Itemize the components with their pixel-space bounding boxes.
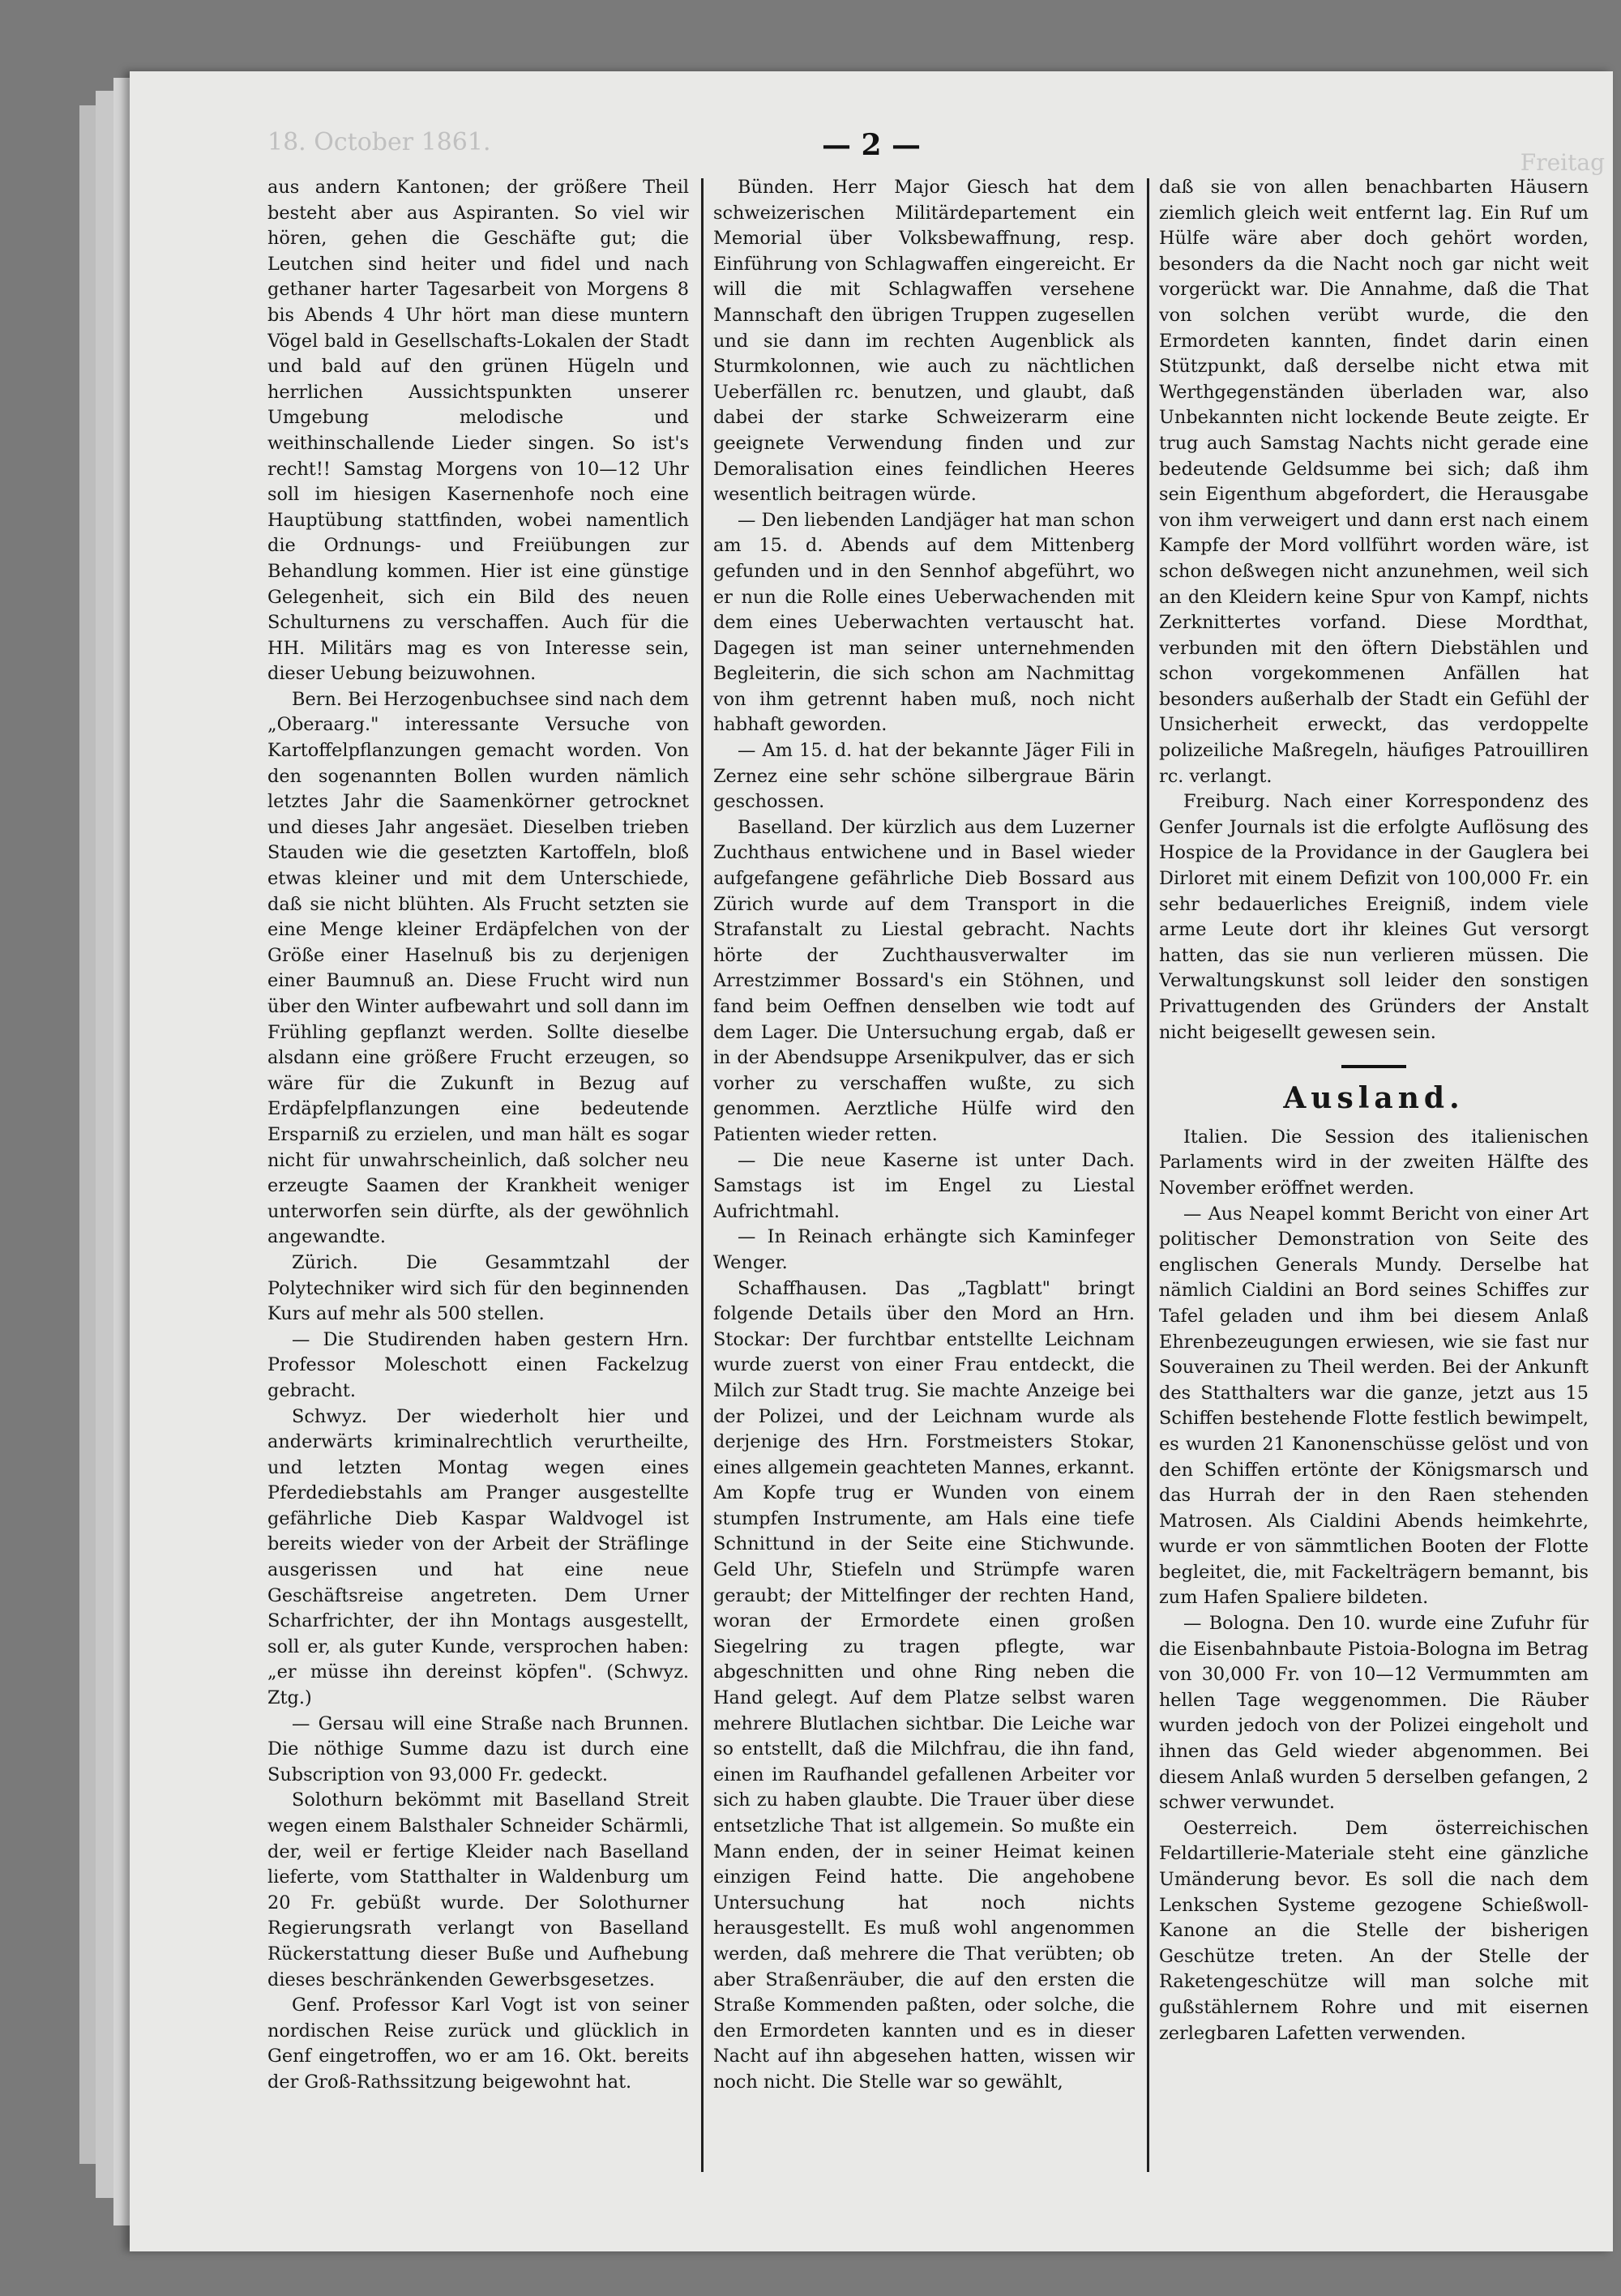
article-paragraph: — Bologna. Den 10. wurde eine Zufuhr für die Eisenbahnbaute Pistoia-Bologna im Betrag von 30,000 Fr. von 10—12 Vermummten am hellen Tage weggenommen. Die Räuber wurden jedoch von der Polizei eingeholt und ihnen das Geld wieder abgenommen. Bei diesem Anlaß wurden 5 derselben gefangen, 2 schwer verwundet. [1159, 1613, 1589, 1814]
article-paragraph: — Die neue Kaserne ist unter Dach. Samstags ist im Engel zu Liestal Aufrichtmahl. [713, 1149, 1135, 1222]
article-paragraph: Freiburg. Nach einer Korrespondenz des Genfer Journals ist die erfolgte Auflösung des Hospice de la Providance in der Gauglera bei Dirloret mit einem Defizit von 100,000 Fr. ein sehr bedauerliches Ereigniß, indem viele arme Leute dort ihr kleines Gut versorgt hatten, das sie nun verlieren müssen. Die Verwaltungskunst soll leider den sonstigen Privattugenden des Gründers der Anstalt nicht beigesellt gewesen sein. [1159, 791, 1589, 1043]
article-paragraph: — Die Studirenden haben gestern Hrn. Professor Moleschott einen Fackelzug gebracht. [267, 1328, 689, 1401]
article-paragraph: daß sie von allen benachbarten Häusern ziemlich gleich weit entfernt lag. Ein Ruf um Hülfe wäre aber doch gehört worden, besonders da die Nacht noch gar nicht weit vorgerückt war. Die Annahme, daß die That von solchen verübt wurde, die den Ermordeten kannten, findet darin einen Stützpunkt, daß derselbe nicht etwa mit Werthgegenständen überladen war, also Unbekannten nicht lockende Beute zeigte. Er trug auch Samstag Nachts nicht gerade eine bedeutende Geldsumme bei sich; daß ihm sein Eigenthum abgefordert, die Herausgabe von ihm verweigert und dann erst nach einem Kampfe der Mord vollführt worden wäre, ist schon deßwegen nicht anzunehmen, weil sich an den Kleidern keine Spur von Kampf, nichts Zerknittertes vorfand. Diese Mordthat, verbunden mit den öftern Diebstählen und schon vorgekommenen Anfällen hat besonders außerhalb der Stadt ein Gefühl der Unsicherheit erweckt, das verdoppelte polizeiliche Maßregeln, häufiges Patrouilliren rc. verlangt. [1159, 177, 1589, 787]
page-number: — 2 — [821, 128, 922, 162]
article-paragraph: — Den liebenden Landjäger hat man schon am 15. d. Abends auf dem Mittenberg gefunden und in den Sennhof abgeführt, wo er nun die Rolle eines Ueberwachenden mit dem eines Ueberwachten vertauscht hat. Dagegen ist man seiner unternehmenden Begleiterin, die sich schon am Nachmittag von ihm getrennt haben muß, noch nicht habhaft geworden. [713, 509, 1135, 736]
article-paragraph: Bünden. Herr Major Giesch hat dem schweizerischen Militärdepartement ein Memorial über Volksbewaffnung, resp. Einführung von Schlagwaffen eingereicht. Er will die mit Schlagwaffen versehene Mannschaft den übrigen Truppen zugesellen und sie dann im rechten Augenblick als Sturmkolonnen, wie auch zu nächtlichen Ueberfällen rc. benutzen, und glaubt, daß dabei der starke Schweizerarm eine geeignete Verwendung finden und zur Demoralisation eines feindlichen Heeres wesentlich beitragen würde. [713, 177, 1135, 506]
article-paragraph: Zürich. Die Gesammtzahl der Polytechniker wird sich für den beginnenden Kurs auf mehr als 500 stellen. [267, 1251, 689, 1325]
section-separator [1341, 1065, 1406, 1068]
article-paragraph: — In Reinach erhängte sich Kaminfeger Wenger. [713, 1226, 1135, 1273]
article-paragraph: Baselland. Der kürzlich aus dem Luzerner Zuchthaus entwichene und in Basel wieder aufgefangene gefährliche Dieb Bossard aus Zürich wurde auf dem Transport in die Strafanstalt zu Liestal gebracht. Nachts hörte der Zuchthausverwalter im Arrestzimmer Bossard's ein Stöhnen, und fand beim Oeffnen denselben wie todt auf dem Lager. Die Untersuchung ergab, daß er in der Abendsuppe Arsenikpulver, das er sich vorher zu verschaffen wußte, zu sich genommen. Aerztliche Hülfe wird den Patienten wieder retten. [713, 816, 1135, 1145]
newspaper-page [130, 71, 1613, 2251]
date-fragment: 18. October 1861. [267, 128, 491, 156]
article-paragraph: Solothurn bekömmt mit Baselland Streit wegen einem Balsthaler Schneider Schärmli, der, weil er fertige Kleider nach Baselland lieferte, vom Statthalter in Waldenburg um 20 Fr. gebüßt wurde. Der Solothurner Regierungsrath verlangt von Baselland Rückerstattung dieser Buße und Aufhebung dieses beschränkenden Gewerbsgesetzes. [267, 1789, 689, 1990]
article-paragraph: — Aus Neapel kommt Bericht von einer Art politischer Demonstration von Seite des englischen Generals Mundy. Derselbe hat nämlich Cialdini an Bord seines Schiffes zur Tafel geladen und ihm bei diesem Anlaß Ehrenbezeugungen erwiesen, wie sie fast nur Souverainen zu Theil werden. Bei der Ankunft des Statthalters war die ganze, jetzt aus 15 Schiffen bestehende Flotte festlich bewimpelt, es wurden 21 Kanonenschüsse gelöst und von den Schiffen ertönte der Königsmarsch und das Hurrah der in den Raen stehenden Matrosen. Als Cialdini Abends heimkehrte, wurde er von sämmtlichen Booten der Flotte begleitet, die, mit Fackelträgern bemannt, bis zum Hafen Spaliere bildeten. [1159, 1203, 1589, 1609]
weekday-fragment: Freitag [1520, 149, 1605, 176]
article-paragraph: — Gersau will eine Straße nach Brunnen. Die nöthige Summe dazu ist durch eine Subscription von 93,000 Fr. gedeckt. [267, 1712, 689, 1785]
article-paragraph: aus andern Kantonen; der größere Theil besteht aber aus Aspiranten. So viel wir hören, gehen die Geschäfte gut; die Leutchen sind heiter und fidel und nach gethaner harter Tagesarbeit von Morgens 8 bis Abends 4 Uhr hört man diese muntern Vögel bald in Gesellschafts-Lokalen der Stadt und bald auf den grünen Hügeln und herrlichen Aussichtspunkten unserer Umgebung melodische und weithinschallende Lieder singen. So ist's recht!! Samstag Morgens von 10—12 Uhr soll im hiesigen Kasernenhofe noch eine Hauptübung stattfinden, wobei namentlich die Ordnungs- und Freiübungen zur Behandlung kommen. Hier ist eine günstige Gelegenheit, sich ein Bild des neuen Schulturnens zu verschaffen. Auch für die HH. Militärs mag es von Interesse sein, dieser Uebung beizuwohnen. [267, 177, 689, 685]
column-3 [1159, 175, 1589, 2177]
article-paragraph: Bern. Bei Herzogenbuchsee sind nach dem „Oberaarg." interessante Versuche von Kartoffelpflanzungen gemacht worden. Von den sogenannten Bollen wurden nämlich letztes Jahr die Saamenkörner getrocknet und dieses Jahr angesäet. Dieselben trieben Stauden wie die gesetzten Kartoffeln, bloß etwas kleiner und mit dem Unterschiede, daß sie nicht blühten. Als Frucht setzten sie eine Menge kleiner Erdäpfelchen von der Größe einer Haselnuß bis zu derjenigen einer Baumnuß an. Diese Frucht wird nun über den Winter aufbewahrt und soll dann im Frühling gepflanzt werden. Sollte dieselbe alsdann eine größere Frucht erzeugen, so wäre für die Zukunft in Bezug auf Erdäpfelpflanzungen eine bedeutende Ersparniß zu erzielen, und man hält es sogar nicht für unwahrscheinlich, daß solcher neu erzeugte Saamen der Krankheit weniger unterworfen sein dürfte, als der gewöhnlich angewandte. [267, 688, 689, 1248]
column-rule [701, 178, 704, 2172]
article-paragraph: Schwyz. Der wiederholt hier und anderwärts kriminalrechtlich verurtheilte, und letzten Montag wegen eines Pferdediebstahls am Pranger ausgestellte gefährliche Dieb Kaspar Waldvogel ist bereits wieder von der Arbeit der Sträflinge ausgerissen und hat eine neue Geschäftsreise angetreten. Dem Urner Scharfrichter, der ihn Montags ausgestellt, soll er, als guter Kunde, versprochen haben: „er müsse ihn dereinst köpfen". (Schwyz. Ztg.) [267, 1405, 689, 1709]
article-paragraph: Schaffhausen. Das „Tagblatt" bringt folgende Details über den Mord an Hrn. Stockar: Der furchtbar entstellte Leichnam wurde zuerst von einer Frau entdeckt, die Milch zur Stadt trug. Sie machte Anzeige bei der Polizei, und der Leichnam wurde als derjenige des Hrn. Forstmeisters Stokar, eines allgemein geachteten Mannes, erkannt. Am Kopfe trug er Wunden von einem stumpfen Instrumente, am Hals eine tiefe Schnittund in der Seite eine Stichwunde. Geld Uhr, Stiefeln und Strümpfe waren geraubt; der Mittelfinger der rechten Hand, woran der Ermordete einen großen Siegelring zu tragen pflegte, war abgeschnitten und ohne Ring neben die Hand gelegt. Auf dem Platze selbst waren mehrere Blutlachen sichtbar. Die Leiche war so entstellt, daß die Milchfrau, die ihn fand, einen im Raufhandel gefallenen Arbeiter vor sich zu haben glaubte. Die Trauer über diese entsetzliche That ist allgemein. So mußte ein Mann enden, der in seiner Heimat keinen einzigen Feind hatte. Die angehobene Untersuchung hat noch nichts herausgestellt. Es muß wohl angenommen werden, daß mehrere die That verübten; ob aber Straßenräuber, die auf den ersten die Straße Kommenden paßten, oder solche, die den Ermordeten kannten und es in dieser Nacht auf ihn abgesehen hatten, wissen wir noch nicht. Die Stelle war so gewählt, [713, 1277, 1135, 2093]
article-paragraph: — Am 15. d. hat der bekannte Jäger Fili in Zernez eine sehr schöne silbergraue Bärin geschossen. [713, 740, 1135, 813]
column-1 [267, 175, 689, 2177]
column-rule [1147, 178, 1149, 2172]
article-paragraph: Italien. Die Session des italienischen Parlaments wird in der zweiten Hälfte des November eröffnet werden. [1159, 1126, 1589, 1199]
section-heading: Ausland. [1283, 1081, 1465, 1116]
column-2 [713, 175, 1135, 2177]
article-paragraph: Oesterreich. Dem österreichischen Feldartillerie-Materiale steht eine gänzliche Umänderung bevor. Es soll die nach dem Lenkschen Systeme gezogene Schießwoll-Kanone an die Stelle der bisherigen Geschütze treten. An der Stelle der Raketengeschütze will man solche mit gußstählernem Rohre und mit eisernen zerlegbaren Lafetten verwenden. [1159, 1817, 1589, 2044]
article-paragraph: Genf. Professor Karl Vogt ist von seiner nordischen Reise zurück und glücklich in Genf eingetroffen, wo er am 16. Okt. bereits der Groß-Rathssitzung beigewohnt hat. [267, 1995, 689, 2093]
